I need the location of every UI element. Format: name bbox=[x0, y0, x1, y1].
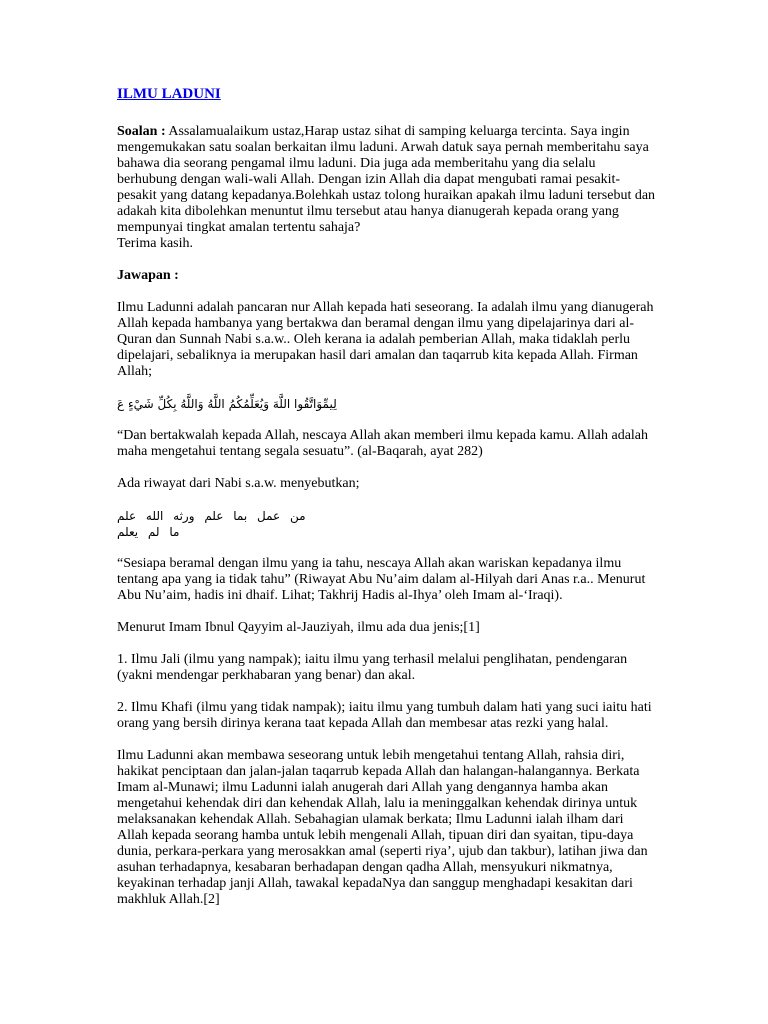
question-label: Soalan : bbox=[117, 124, 166, 139]
quran-verse-arabic: لِيمِّوَاتَّقُوا اللَّهَ وَيُعَلِّمُكُمُ اللَّهُ وَاللَّهُ بِكُلِّ شَيْءٍ عَ bbox=[117, 397, 337, 411]
answer-label: Jawapan : bbox=[117, 268, 179, 283]
list-item-ilmu-jali: 1. Ilmu Jali (ilmu yang nampak); iaitu ilmu yang terhasil melalui penglihatan, pendengaran (yakni mendengar perkhabaran yang benar) dan akal. bbox=[117, 652, 628, 683]
list-item-ilmu-khafi: 2. Ilmu Khafi (ilmu yang tidak nampak); iaitu ilmu yang tumbuh dalam hati yang suci iaitu hati orang yang bersih dirinya kerana taat kepada Allah dan membesar atas rezki yang halal. bbox=[117, 700, 652, 731]
document-body bbox=[117, 86, 657, 924]
two-types-intro: Menurut Imam Ibnul Qayyim al-Jauziyah, ilmu ada dua jenis;[1] bbox=[117, 620, 480, 635]
hadith-intro: Ada riwayat dari Nabi s.a.w. menyebutkan; bbox=[117, 476, 360, 491]
answer-paragraph-final: Ilmu Ladunni akan membawa seseorang untuk lebih mengetahui tentang Allah, rahsia diri, hakikat penciptaan dan jalan-jalan taqarrub kepada Allah dan halangan-halangannya. Berkata Imam al-Munawi; ilmu Ladunni ialah anugerah dari Allah yang dengannya hamba akan mengetahui kehendak diri dan kehendak Allah, lalu ia meninggalkan kehendak dirinya untuk melaksanakan kehendak Allah. Sebahagian ulamak berkata; Ilmu Ladunni ialah ilham dari Allah kepada seorang hamba untuk lebih mengenali Allah, tipuan diri dan syaitan, tipu-daya dunia, perkara-perkara yang merosakkan amal (seperti riya’, ujub dan takbur), latihan jiwa dan asuhan terhadapnya, kesabaran berhadapan dengan qadha Allah, mensyukuri nikmatnya, keyakinan terhadap janji Allah, tawakal kepadaNya dan sanggup menghadapi kesakitan dari makhluk Allah.[2] bbox=[117, 748, 648, 907]
question-paragraph bbox=[117, 124, 657, 252]
quran-verse-translation: “Dan bertakwalah kepada Allah, nescaya Allah akan memberi ilmu kepada kamu. Allah adalah maha mengetahui tentang segala sesuatu”. (al-Baqarah, ayat 282) bbox=[117, 428, 649, 459]
question-text: Assalamualaikum ustaz,Harap ustaz sihat di samping keluarga tercinta. Saya ingin mengemukakan satu soalan berkaitan ilmu laduni. Arwah datuk saya pernah memberitahu saya bahawa dia seorang pengamal ilmu laduni. Dia juga ada memberitahu yang dia selalu berhubung dengan wali-wali Allah. Dengan izin Allah dia dapat mengubati ramai pesakit-pesakit yang datang kepadanya.Bolehkah ustaz tolong huraikan apakah ilmu laduni tersebut dan adakah kita dibolehkan menuntut ilmu tersebut atau hanya dianugerah kepada orang yang mempunyai tingkat amalan tertentu sahaja? bbox=[117, 124, 656, 235]
answer-paragraph-1: Ilmu Ladunni adalah pancaran nur Allah kepada hati seseorang. Ia adalah ilmu yang dianugerah Allah kepada hambanya yang bertakwa dan beramal dengan ilmu yang dipelajarinya dari al-Quran dan Sunnah Nabi s.a.w.. Oleh kerana ia adalah pemberian Allah, maka tidaklah perlu dipelajari, sebaliknya ia merupakan hasil dari amalan dan taqarrub kita kepada Allah. Firman Allah; bbox=[117, 300, 654, 379]
hadith-arabic: من عمل بما علم ورثه الله علم ما لم يعلم bbox=[117, 509, 306, 539]
hadith-translation: “Sesiapa beramal dengan ilmu yang ia tahu, nescaya Allah akan wariskan kepadanya ilmu tentang apa yang ia tidak tahu” (Riwayat Abu Nu’aim dalam al-Hilyah dari Anas r.a.. Menurut Abu Nu’aim, hadis ini dhaif. Lihat; Takhrij Hadis al-Ihya’ oleh Imam al-‘Iraqi). bbox=[117, 556, 646, 603]
thanks-text: Terima kasih. bbox=[117, 236, 193, 251]
title-link[interactable]: ILMU LADUNI bbox=[117, 86, 221, 102]
